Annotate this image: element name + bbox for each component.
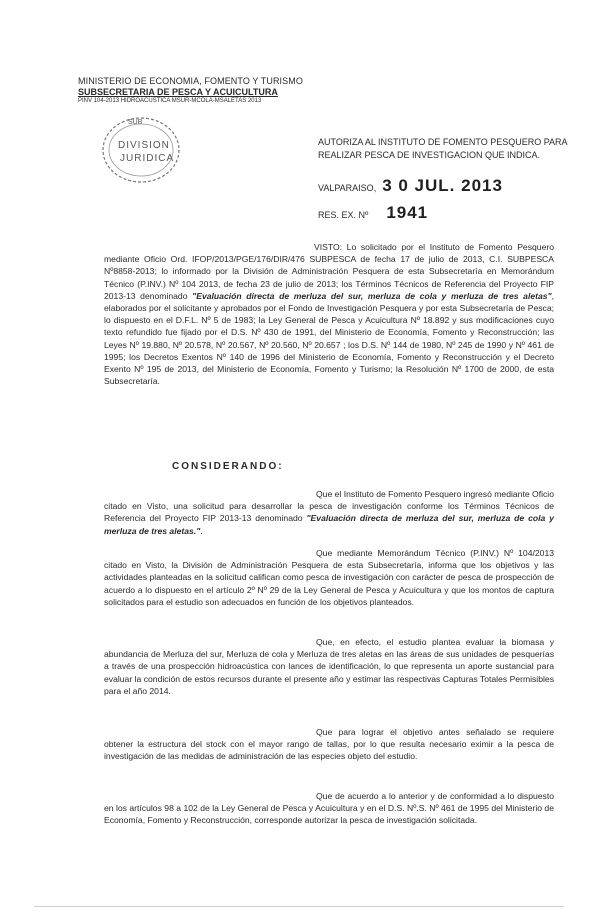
p2-text: Que mediante Memorándum Técnico (P.INV.) Nº 104/2013 citado en Visto, la División de Administración Pesquera de esta Subsecretaría, informa que los objetivos y las actividades planteadas en la solicitud califican como pesca de investigación con carácter de pesca de prospección de acuerdo a lo dispuesto en el artículo 2º Nº 29 de la Ley General de Pesca y Acuicultura y que los montos de captura solicitados para el estudio son adecuados en función de los objetivos planteados. [104,548,554,607]
considerando-paragraph-2 [104,547,554,608]
p1-text-a: Que el Instituto de Fomento Pesquero ingresó mediante Oficio citado en Visto, una solicitud para desarrollar la pesca de investigación conforme los Términos Técnicos de Referencia del Proyecto FIP 2013-13 denominado [104,489,554,524]
date-stamp: 3 0 JUL. 2013 [382,176,503,195]
resolution-number: 1941 [386,203,429,222]
visto-text-b: , elaborados por el solicitante y aprobados por el Fondo de Investigación Pesquera y por esta Subsecretaría de Pesca; lo dispuesto en el D.F.L. Nº 5 de 1983; la Ley General de Pesca y Acuicultura Nº 18.892 y sus modificaciones cuyo texto refundido fue fijado por el D.S. Nº 430 de 1991, del Ministerio de Economía, Fomento y Reconstrucción; las Leyes Nº 19.880, Nº 20.578, Nº 20.567, Nº 20.560, Nº 20.657 ; los D.S. Nº 144 de 1980, Nº 245 de 1990 y Nº 461 de 1995; los Decretos Exentos Nº 140 de 1996 del Ministerio de Economía, Fomento y Reconstrucción y el Decreto Exento Nº 195 de 2013, del Ministerio de Economía, Fomento y Turismo; la Resolución Nº 1700 de 2000, de esta Subsecretaría. [104,290,555,387]
ministry-name: MINISTERIO DE ECONOMIA, FOMENTO Y TURISMO [78,76,303,86]
considerando-paragraph-1 [104,488,554,537]
visto-label: VISTO: [314,242,343,252]
subsecretaria-name: SUBSECRETARIA DE PESCA Y ACUICULTURA [78,87,278,97]
stamp-top-text: SUB [128,119,143,126]
date-line [318,176,503,196]
project-title: "Evaluación directa de merluza del sur, merluza de cola y merluza de tres aletas" [192,290,552,301]
p1-text-b: . [200,525,203,536]
resolution-number-line [318,203,428,223]
letterhead [78,76,308,104]
reference-code: PINV 104-2013 HIDROACUSTICA MSUR-MCOLA-MSALETAS 2013 [78,98,262,104]
p3-text: Que, en efecto, el estudio plantea evaluar la biomasa y abundancia de Merluza del sur, Merluza de cola y Merluza de tres aletas en las áreas de sus unidades de pesquerías a través de una prospección hidroacústica con lances de identificación, lo que representa un aporte sustancial para evaluar la condición de estos recursos durante el presente año y estimar las respectivas Capturas Totales Permisibles para el año 2014. [104,637,554,696]
resolution-subject: AUTORIZA AL INSTITUTO DE FOMENTO PESQUERO PARA REALIZAR PESCA DE INVESTIGACION QUE INDICA. [318,137,568,160]
place-label: VALPARAISO, [318,183,377,193]
considerando-paragraph-5 [104,790,554,827]
p1-project-title: "Evaluación directa de merluza del sur, merluza de cola y merluza de tres aletas." [104,513,555,536]
division-juridica-stamp [100,115,182,185]
considerando-paragraph-4 [104,726,554,763]
considerando-paragraph-3 [104,636,554,697]
considerando-heading: CONSIDERANDO: [172,461,284,472]
visto-text-a: Lo solicitado por el Instituto de Fomento Pesquero mediante Oficio Ord. IFOP/2013/PGE/176/DIR/476 SUBPESCA de fecha 17 de julio de 2013, C.I. SUBPESCA Nº8858-2013; lo informado por la División de Administración Pesquera de esta Subsecretaría en Memorándum Técnico (P.INV.) Nº 104 2013, de fecha 23 de julio de 2013; los Términos Técnicos de Referencia del Proyecto FIP 2013-13 denominado [104,242,554,301]
resolution-label: RES. EX. Nº [318,210,369,220]
page-bottom-rule [34,906,564,907]
stamp-line-1: DIVISION [118,140,170,151]
visto-paragraph [104,241,554,387]
p4-text: Que para lograr el objetivo antes señalado se requiere obtener la estructura del stock con el mayor rango de tallas, por lo que resulta necesario eximir a la pesca de investigación de las medidas de administración de las especies objeto del estudio. [104,727,554,762]
stamp-line-2: JURIDICA [120,153,175,164]
p5-text: Que de acuerdo a lo anterior y de conformidad a lo dispuesto en los artículos 98 a 102 de la Ley General de Pesca y Acuicultura y en el D.S. Nº.S. Nº 461 de 1995 del Ministerio de Economía, Fomento y Reconstrucción, corresponde autorizar la pesca de investigación solicitada. [104,791,554,826]
